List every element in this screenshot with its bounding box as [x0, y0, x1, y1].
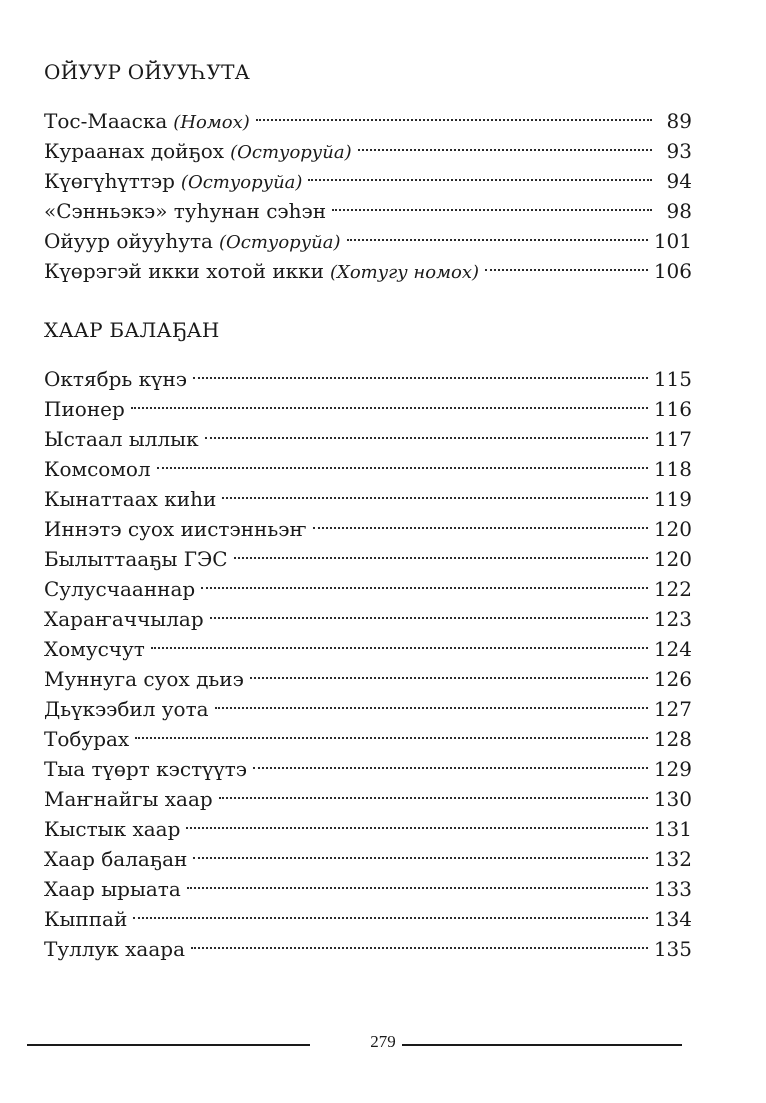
- dot-leader: [187, 887, 648, 889]
- dot-leader: [210, 617, 648, 619]
- toc-entry: [44, 256, 692, 286]
- toc-list: [44, 106, 692, 286]
- entry-page: 106: [653, 259, 692, 283]
- toc-entry: [44, 904, 692, 934]
- entry-title: Октябрь күнэ: [44, 367, 187, 391]
- toc-entry: [44, 364, 692, 394]
- entry-page: 127: [653, 697, 692, 721]
- toc-entry: [44, 784, 692, 814]
- entry-author: (Остуоруйа): [180, 172, 303, 193]
- toc-entry: [44, 724, 692, 754]
- dot-leader: [485, 269, 648, 271]
- dot-leader: [358, 149, 652, 151]
- toc-entry: [44, 754, 692, 784]
- entry-page: 124: [653, 637, 692, 661]
- entry-author: (Хотугу номох): [329, 262, 480, 283]
- dot-leader: [222, 497, 648, 499]
- dot-leader: [219, 797, 648, 799]
- entry-page: 120: [653, 517, 692, 541]
- dot-leader: [347, 239, 648, 241]
- dot-leader: [215, 707, 648, 709]
- entry-page: 133: [653, 877, 692, 901]
- dot-leader: [151, 647, 648, 649]
- toc-entry: [44, 514, 692, 544]
- entry-title: Кыппай: [44, 907, 128, 931]
- entry-title: Маҥнайгы хаар: [44, 787, 213, 811]
- toc-entry: [44, 634, 692, 664]
- entry-page: 117: [653, 427, 692, 451]
- dot-leader: [131, 407, 648, 409]
- entry-page: 122: [653, 577, 692, 601]
- entry-page: 119: [653, 487, 692, 511]
- entry-title: Хаар ырыата: [44, 877, 181, 901]
- entry-author: (Номох): [173, 112, 250, 133]
- footer-rule-right: [402, 1044, 682, 1046]
- toc-entry: [44, 574, 692, 604]
- entry-title: Күөгүһүттэр: [44, 169, 175, 193]
- entry-author: (Остуоруйа): [230, 142, 352, 163]
- toc-entry: [44, 814, 692, 844]
- entry-page: 126: [653, 667, 692, 691]
- toc-entry: [44, 106, 692, 136]
- dot-leader: [201, 587, 648, 589]
- entry-title: Иннэтэ суох иистэнньэҥ: [44, 517, 307, 541]
- entry-page: 131: [653, 817, 692, 841]
- entry-title: Комсомол: [44, 457, 151, 481]
- toc-entry: [44, 874, 692, 904]
- toc-entry: [44, 196, 692, 226]
- entry-page: 132: [653, 847, 692, 871]
- entry-page: 128: [653, 727, 692, 751]
- dot-leader: [250, 677, 648, 679]
- dot-leader: [253, 767, 648, 769]
- dot-leader: [205, 437, 648, 439]
- entry-title: Кыстык хаар: [44, 817, 181, 841]
- entry-title: Сулусчааннар: [44, 577, 196, 601]
- dot-leader: [193, 857, 647, 859]
- entry-page: 135: [653, 937, 692, 961]
- entry-title: Хараҥаччылар: [44, 607, 204, 631]
- dot-leader: [234, 557, 648, 559]
- toc-entry: [44, 694, 692, 724]
- entry-page: 89: [666, 109, 692, 133]
- dot-leader: [157, 467, 648, 469]
- dot-leader: [133, 917, 648, 919]
- entry-title: Тыа түөрт кэстүүтэ: [44, 757, 247, 781]
- toc-entry: [44, 424, 692, 454]
- entry-page: 101: [653, 229, 692, 253]
- entry-title: Кынаттаах киһи: [44, 487, 217, 511]
- toc-entry: [44, 394, 692, 424]
- entry-title: Туллук хаара: [44, 937, 185, 961]
- dot-leader: [256, 119, 652, 121]
- entry-page: 98: [666, 199, 692, 223]
- entry-page: 134: [653, 907, 692, 931]
- entry-title: Күөрэгэй икки хотой икки: [44, 259, 324, 283]
- entry-title: Дьүкээбил уота: [44, 697, 209, 721]
- dot-leader: [186, 827, 647, 829]
- toc-entry: [44, 664, 692, 694]
- entry-title: Хомусчут: [44, 637, 145, 661]
- toc-entry: [44, 136, 692, 166]
- toc-entry: [44, 226, 692, 256]
- entry-page: 129: [653, 757, 692, 781]
- entry-title: Хаар балаҕан: [44, 847, 188, 871]
- entry-page: 94: [666, 169, 692, 193]
- entry-title: Муннуга суох дьиэ: [44, 667, 244, 691]
- entry-title: Ойуур ойууһута: [44, 229, 213, 253]
- entry-title: Кураанах дойҕох: [44, 139, 225, 163]
- toc-entry: [44, 544, 692, 574]
- entry-title: Пионер: [44, 397, 125, 421]
- entry-page: 130: [653, 787, 692, 811]
- entry-title: Тобурах: [44, 727, 130, 751]
- entry-title: Тос-Мааска: [44, 109, 168, 133]
- toc-entry: [44, 604, 692, 634]
- entry-author: (Остуоруйа): [218, 232, 341, 253]
- entry-page: 123: [653, 607, 692, 631]
- toc-entry: [44, 166, 692, 196]
- entry-page: 120: [653, 547, 692, 571]
- section-title: ОЙУУР ОЙУУҺУТА: [44, 60, 251, 84]
- toc-list: [44, 364, 692, 964]
- entry-title: «Сэнньэкэ» туһунан сэһэн: [44, 199, 327, 223]
- dot-leader: [191, 947, 648, 949]
- page-number: 279: [370, 1032, 396, 1051]
- toc-entry: [44, 934, 692, 964]
- toc-entry: [44, 454, 692, 484]
- dot-leader: [308, 179, 652, 181]
- dot-leader: [332, 209, 652, 211]
- toc-entry: [44, 484, 692, 514]
- entry-page: 115: [653, 367, 692, 391]
- dot-leader: [193, 377, 648, 379]
- entry-page: 116: [653, 397, 692, 421]
- entry-page: 93: [666, 139, 692, 163]
- section-title: ХААР БАЛАҔАН: [44, 318, 220, 342]
- entry-title: Былыттааҕы ГЭС: [44, 547, 228, 571]
- dot-leader: [135, 737, 648, 739]
- dot-leader: [313, 527, 648, 529]
- toc-entry: [44, 844, 692, 874]
- entry-page: 118: [653, 457, 692, 481]
- entry-title: Ыстаал ыллык: [44, 427, 199, 451]
